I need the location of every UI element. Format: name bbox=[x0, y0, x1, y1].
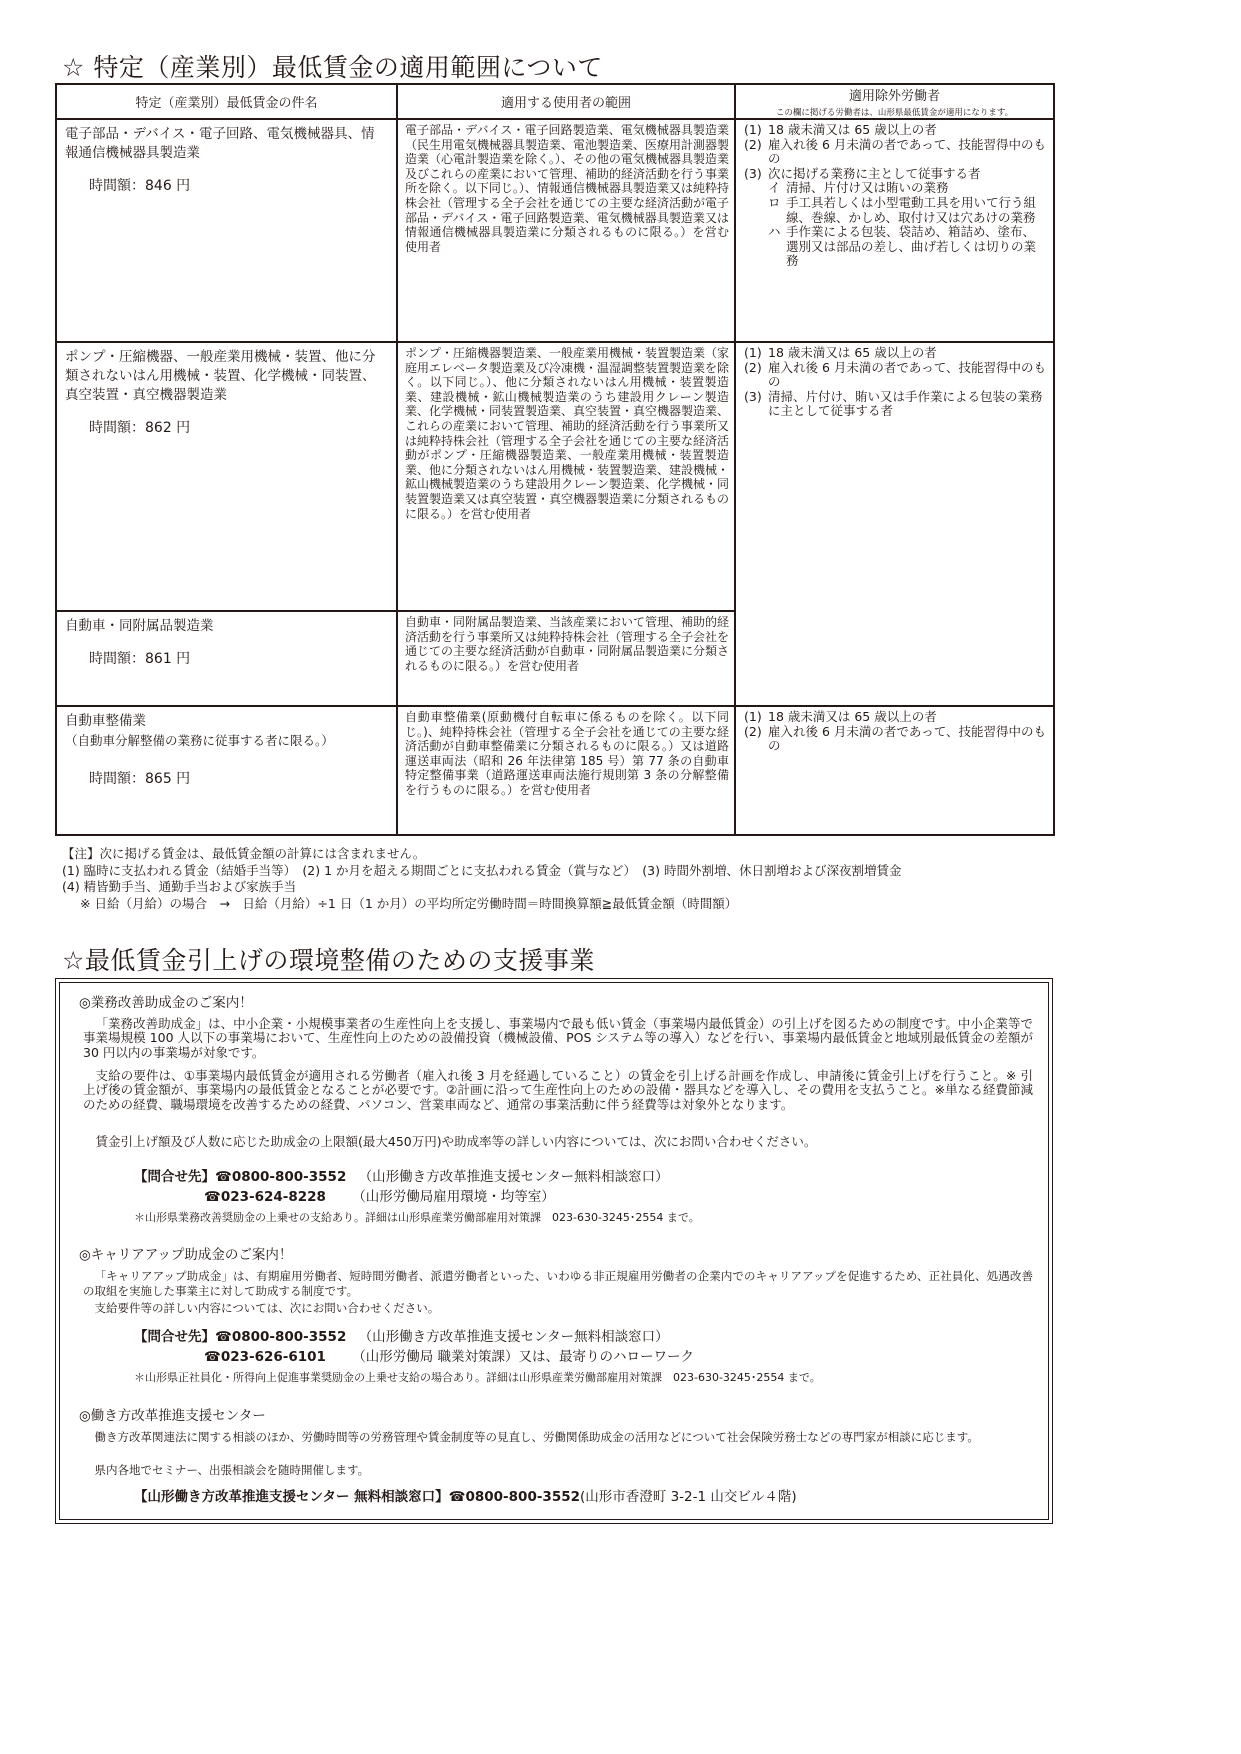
scope-cell: 自動車・同附属品製造業、当該産業において管理、補助的経済活動を行う事業所又は純粋持株会社（管理する全子会社を通じての主要な経済活動が自動車・同附属品製造業に分類されるものに限る。）を営む使用者 bbox=[397, 611, 735, 706]
header-exclusion bbox=[735, 84, 1054, 119]
header-name: 特定（産業別）最低賃金の件名 bbox=[56, 84, 397, 119]
industry-name: 自動車整備業 bbox=[65, 713, 146, 729]
career-note: ＊山形県正社員化・所得向上促進事業奨励金の上乗せ支給の場合あり。詳細は山形県産業労働部雇用対策課 023-630-3245･2554 まで。 bbox=[134, 1371, 821, 1384]
contact-desc: （山形働き方改革推進支援センター無料相談窓口） bbox=[358, 1169, 669, 1185]
note-heading: 【注】次に掲げる賃金は、最低賃金額の計算には含まれません。 bbox=[62, 846, 426, 861]
header-exclusion-label: 適用除外労働者 bbox=[848, 89, 940, 104]
section-title-support-programs: ☆最低賃金引上げの環境整備のための支援事業 bbox=[62, 946, 595, 975]
phone-number[interactable]: ☎023-624-8228 bbox=[204, 1189, 326, 1205]
gyomu-paragraph: 支給の要件は、①事業場内最低賃金が適用される労働者（雇入れ後 3 月を経過していること）の賃金を引上げる計画を作成し、申請後に賃金引上げを行うこと。※ 引上げ後の賃金額が、事業場内の最低賃金となることが必要です。②計画に沿って生産性向上のための設備・器具などを導入し、その費用を支払うこと。※単なる経費節減のための経費、職場環境を改善するための経費、パソコン、営業車両など、通常の事業活動に伴う経費等は対象外となります。 bbox=[83, 1068, 1033, 1112]
exclusion-item: (3) 清掃、片付け、賄い又は手作業による包装の業務に主として従事する者 bbox=[744, 388, 1043, 419]
scope-cell: 電子部品・デバイス・電子回路製造業、電気機械器具製造業（民生用電気機械器具製造業、電池製造業、医療用計測器製造業（心電計製造業を除く。）、その他の電気機械器具製造業及びこれらの産業において管理、補助的経済活動を行う事業所を除く。以下同じ。）、情報通信機械器具製造業又は純粋持株会社（管理する全子会社を通じての主要な経済活動が電子部品・デバイス・電子回路製造業、電気機械器具製造業又は情報通信機械器具製造業に分類されるものに限る。）を営む使用者 bbox=[397, 119, 735, 342]
exclusion-cell bbox=[735, 119, 1054, 342]
center-contact-phone[interactable]: 【山形働き方改革推進支援センター 無料相談窓口】☎0800-800-3552 bbox=[134, 1489, 581, 1505]
exclusion-item: (2) 雇入れ後 6 月未満の者であって、技能習得中のもの bbox=[744, 136, 1047, 167]
industry-cell bbox=[56, 706, 397, 835]
support-programs-box bbox=[55, 978, 1053, 1524]
exclusion-subitem: ロ 手工具若しくは小型電動工具を用いて行う組線、巻線、かしめ、取付け又は穴あけの業務 bbox=[768, 194, 1037, 225]
industry-name: ポンプ・圧縮機器、一般産業用機械・装置、他に分類されないはん用機械・装置、化学機械・同装置、真空装置・真空機器製造業 bbox=[65, 349, 376, 403]
industry-cell bbox=[56, 611, 397, 706]
career-contact-2 bbox=[204, 1345, 694, 1365]
note-formula: ※ 日給（月給）の場合 → 日給（月給）÷1 日（1 か月）の平均所定労働時間＝時間換算額≧最低賃金額（時間額） bbox=[80, 895, 738, 911]
industry-name: 電子部品・デバイス・電子回路、電気機械器具、情報通信機械器具製造業 bbox=[65, 126, 375, 161]
exclusion-subitem: ハ 手作業による包装、袋詰め、箱詰め、塗布、選別又は部品の差し、曲げ若しくは切りの業務 bbox=[768, 224, 1037, 269]
hourly-rate: 時間額：846 円 bbox=[89, 178, 191, 194]
scope-cell: 自動車整備業(原動機付自転車に係るものを除く。以下同じ。)、純粋持株会社（管理する全子会社を通じての主要な経済活動が自動車整備業に分類されるものに限る。）又は道路運送車両法（昭和 26 年法律第 185 号）第 77 条の自動車特定整備事業（道路運送車両法施行規則第 3 条の分解整備を行うものに限る。）を営む使用者 bbox=[397, 706, 735, 835]
gyomu-paragraph: 賃金引上げ額及び人数に応じた助成金の上限額(最大450万円)や助成率等の詳しい内容については、次にお問い合わせください。 bbox=[95, 1134, 817, 1149]
wage-exclusion-notes bbox=[62, 846, 901, 912]
table-row bbox=[56, 119, 1054, 342]
contact-desc: （山形労働局 職業対策課）又は、最寄りのハローワーク bbox=[352, 1349, 695, 1365]
industry-name: 自動車・同附属品製造業 bbox=[65, 618, 214, 634]
hourly-rate: 時間額：861 円 bbox=[89, 651, 191, 667]
gyomu-paragraph: 「業務改善助成金」は、中小企業・小規模事業者の生産性向上を支援し、事業場内で最も低い賃金（事業場内最低賃金）の引上げを図るための制度です。中小企業等で事業場規模 100 人以下の事業場において、生産性向上のための設備投資（機械設備、POS システム等の導入）などを行い、事業場内最低賃金と地域別最低賃金の差額が 30 円以内の事業場が対象です。 bbox=[83, 1016, 1033, 1060]
industry-cell bbox=[56, 342, 397, 611]
header-scope: 適用する使用者の範囲 bbox=[397, 84, 735, 119]
exclusion-item: (3) 次に掲げる業務に主として従事する者 bbox=[744, 165, 981, 181]
header-exclusion-note: この欄に掲げる労働者は、山形県最低賃金が適用になります。 bbox=[775, 108, 1014, 118]
contact-label: 【問合せ先】 bbox=[134, 1329, 215, 1345]
exclusion-cell bbox=[735, 342, 1054, 706]
center-title: ◎働き方改革推進支援センター bbox=[79, 1408, 266, 1424]
phone-number[interactable]: ☎0800-800-3552 bbox=[215, 1169, 347, 1185]
exclusion-subitem: イ 清掃、片付け又は賄いの業務 bbox=[768, 180, 949, 196]
contact-label: 【問合せ先】 bbox=[134, 1169, 215, 1185]
note-line: (4) 精皆勤手当、通勤手当および家族手当 bbox=[62, 879, 297, 894]
exclusion-item: (1) 18 歳未満又は 65 歳以上の者 bbox=[744, 709, 937, 724]
industry-note: （自動車分解整備の業務に従事する者に限る。） bbox=[65, 733, 334, 748]
hourly-rate: 時間額：865 円 bbox=[89, 771, 191, 787]
center-address: (山形市香澄町 3-2-1 山交ビル４階) bbox=[580, 1489, 797, 1505]
exclusion-cell bbox=[735, 706, 1054, 835]
phone-number[interactable]: ☎023-626-6101 bbox=[204, 1349, 326, 1365]
industry-cell bbox=[56, 119, 397, 342]
career-contact-1 bbox=[134, 1325, 669, 1345]
minimum-wage-table bbox=[55, 83, 1055, 836]
career-paragraph: 支給要件等の詳しい内容については、次にお問い合わせください。 bbox=[94, 1301, 440, 1315]
gyomu-note: ＊山形県業務改善奨励金の上乗せの支給あり。詳細は山形県産業労働部雇用対策課 023-630-3245･2554 まで。 bbox=[134, 1211, 700, 1224]
exclusion-item: (1) 18 歳未満又は 65 歳以上の者 bbox=[744, 122, 937, 137]
table-header-row bbox=[56, 84, 1054, 119]
exclusion-item: (1) 18 歳未満又は 65 歳以上の者 bbox=[744, 345, 937, 360]
table-row bbox=[56, 706, 1054, 835]
center-paragraph: 県内各地でセミナー、出張相談会を随時開催します。 bbox=[94, 1463, 370, 1477]
contact-desc: （山形労働局雇用環境・均等室） bbox=[352, 1189, 555, 1205]
gyomu-contact-2 bbox=[204, 1185, 555, 1205]
contact-desc: （山形働き方改革推進支援センター無料相談窓口） bbox=[358, 1329, 669, 1345]
scope-cell: ポンプ・圧縮機器製造業、一般産業用機械・装置製造業（家庭用エレベータ製造業及び冷凍機・温湿調整装置製造業を除く。以下同じ。）、他に分類されないはん用機械・装置製造業、建設機械・鉱山機械製造業のうち建設用クレーン製造業、化学機械・同装置製造業、真空装置・真空機器製造業、これらの産業において管理、補助的経済活動を行う事業所又は純粋持株会社（管理する全子会社を通じての主要な経済活動がポンプ・圧縮機器製造業、一般産業用機械・装置製造業、他に分類されないはん用機械・装置製造業、建設機械・鉱山機械製造業のうち建設用クレーン製造業、化学機械・同装置製造業又は真空装置・真空機器製造業に分類されるものに限る。）を営む使用者 bbox=[397, 342, 735, 611]
center-contact bbox=[134, 1485, 797, 1505]
hourly-rate: 時間額：862 円 bbox=[89, 420, 191, 436]
table-row bbox=[56, 342, 1054, 611]
phone-number[interactable]: ☎0800-800-3552 bbox=[215, 1329, 347, 1345]
section-title-minimum-wage-scope: ☆ 特定（産業別）最低賃金の適用範囲について bbox=[62, 53, 603, 82]
exclusion-item: (2) 雇入れ後 6 月未満の者であって、技能習得中のもの bbox=[744, 359, 1047, 390]
career-paragraph: 「キャリアアップ助成金」は、有期雇用労働者、短時間労働者、派遣労働者といった、いわゆる非正規雇用労働者の企業内でのキャリアアップを促進するため、正社員化、処遇改善の取組を実施した事業主に対して助成する制度です。 bbox=[83, 1269, 1033, 1298]
gyomu-contact-1 bbox=[134, 1165, 669, 1185]
note-line: (1) 臨時に支払われる賃金（結婚手当等） (2) 1 か月を超える期間ごとに支払われる賃金（賞与など） (3) 時間外割増、休日割増および深夜割増賃金 bbox=[62, 862, 902, 878]
exclusion-item: (2) 雇入れ後 6 月未満の者であって、技能習得中のもの bbox=[744, 723, 1047, 754]
career-title: ◎キャリアアップ助成金のご案内！ bbox=[79, 1247, 293, 1263]
center-paragraph: 働き方改革関連法に関する相談のほか、労働時間等の労務管理や賃金制度等の見直し、労働関係助成金の活用などについて社会保険労務士などの専門家が相談に応じます。 bbox=[94, 1430, 979, 1444]
gyomu-title: ◎業務改善助成金のご案内！ bbox=[79, 995, 253, 1011]
